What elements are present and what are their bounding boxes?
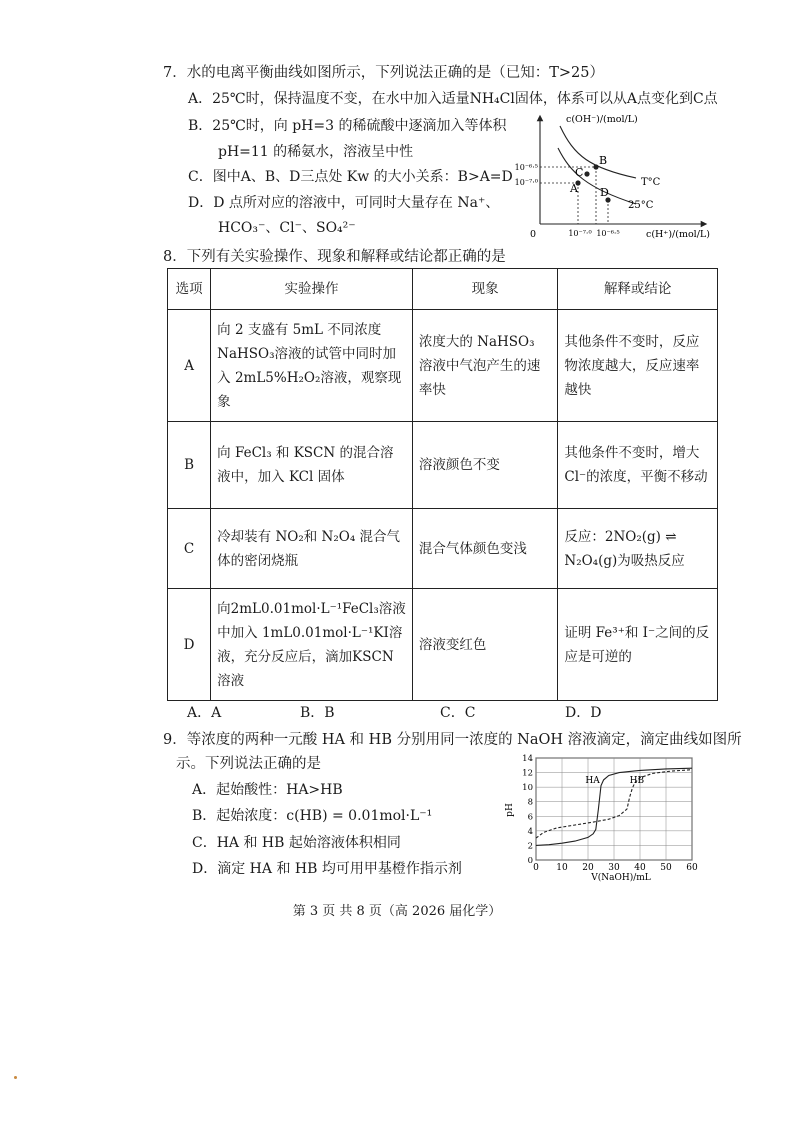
y-tick-label: 12	[522, 768, 533, 779]
titration-chart	[502, 752, 702, 882]
point-b	[593, 164, 598, 169]
point-c	[584, 171, 589, 176]
graph-x-label: c(H⁺)/(mol/L)	[646, 229, 710, 240]
x-tick-label: 0	[533, 863, 539, 873]
label-curve-t: T°C	[641, 177, 661, 188]
q8-answer-c: C．C	[440, 705, 476, 721]
cell-explanation: 其他条件不变时，增大Cl⁻的浓度，平衡不移动	[558, 422, 718, 509]
cell-phenomenon: 混合气体颜色变浅	[412, 509, 558, 589]
chart-y-label: pH	[505, 803, 515, 817]
cell-explanation: 其他条件不变时，反应物浓度越大，反应速率越快	[558, 310, 718, 422]
label-b: B	[599, 154, 608, 167]
q9-option-d: D．滴定 HA 和 HB 均可用甲基橙作指示剂	[192, 861, 462, 877]
cell-operation: 向 2 支盛有 5mL 不同浓度 NaHSO₃溶液的试管中同时加入 2mL5%H₂O₂溶液，观察现象	[211, 310, 413, 422]
q9-stem-line1: 9．等浓度的两种一元酸 HA 和 HB 分别用同一浓度的 NaOH 溶液滴定，滴定曲线如图所	[163, 732, 742, 748]
y-tick-label: 2	[527, 841, 533, 852]
water-ionization-graph	[508, 112, 718, 242]
label-c: C	[575, 166, 584, 179]
header-phenomenon: 现象	[412, 269, 558, 310]
cell-option: A	[168, 310, 211, 422]
chart-x-label: V(NaOH)/mL	[591, 873, 651, 882]
table-row	[168, 589, 718, 701]
q9-option-a: A．起始酸性：HA>HB	[192, 782, 343, 798]
graph-y-label: c(OH⁻)/(mol/L)	[566, 114, 638, 125]
cell-operation: 向 FeCl₃ 和 KSCN 的混合溶液中，加入 KCl 固体	[211, 422, 413, 509]
label-curve-25: 25°C	[628, 200, 654, 211]
x-tick-label: 30	[608, 863, 620, 873]
y-tick-label: 10	[522, 783, 533, 794]
header-operation: 实验操作	[211, 269, 413, 310]
q7-option-d-line2: HCO₃⁻、Cl⁻、SO₄²⁻	[218, 220, 356, 236]
x-tick-label: 10	[556, 863, 568, 873]
series-label-ha: HA	[585, 775, 600, 786]
q7-option-b-line1: B．25℃时，向 pH=3 的稀硫酸中逐滴加入等体积	[188, 118, 507, 134]
curve-25	[558, 148, 636, 204]
cell-option: B	[168, 422, 211, 509]
q7-option-b-line2: pH=11 的稀氨水，溶液呈中性	[218, 144, 414, 160]
graph-origin: 0	[529, 229, 536, 240]
y-tick-label: 0	[527, 856, 533, 866]
cell-operation: 冷却装有 NO₂和 N₂O₄ 混合气体的密闭烧瓶	[211, 509, 413, 589]
q9-stem-line2: 示。下列说法正确的是	[176, 756, 321, 772]
cell-option: D	[168, 589, 211, 701]
cell-explanation: 反应：2NO₂(g) ⇌ N₂O₄(g)为吸热反应	[558, 509, 718, 589]
table-row	[168, 422, 718, 509]
label-d: D	[600, 186, 609, 199]
cell-phenomenon: 溶液颜色不变	[412, 422, 558, 509]
table-row	[168, 509, 718, 589]
cell-phenomenon: 浓度大的 NaHSO₃ 溶液中气泡产生的速率快	[412, 310, 558, 422]
q8-stem: 8．下列有关实验操作、现象和解释或结论都正确的是	[163, 249, 506, 265]
x-tick-label: 50	[660, 863, 672, 873]
curve-t	[560, 126, 636, 178]
table-row	[168, 310, 718, 422]
table-header-row	[168, 269, 718, 310]
label-a: A	[570, 182, 578, 195]
graph-xtick-lo: 10⁻⁷·⁰	[568, 229, 592, 238]
q8-answer-a: A．A	[187, 705, 222, 721]
q9-option-b: B．起始浓度：c(HB) = 0.01mol·L⁻¹	[192, 808, 433, 824]
page-footer: 第 3 页 共 8 页（高 2026 届化学）	[292, 904, 502, 919]
q7-option-a: A．25℃时，保持温度不变，在水中加入适量NH₄Cl固体，体系可以从A点变化到C点	[188, 91, 718, 107]
x-tick-label: 40	[634, 863, 646, 873]
header-option: 选项	[168, 269, 211, 310]
cell-operation: 向2mL0.01mol·L⁻¹FeCl₃溶液中加入 1mL0.01mol·L⁻¹KI溶液，充分反应后，滴加KSCN溶液	[211, 589, 413, 701]
cell-explanation: 证明 Fe³⁺和 I⁻之间的反应是可逆的	[558, 589, 718, 701]
q8-answer-d: D．D	[565, 705, 602, 721]
x-tick-label: 20	[582, 863, 594, 873]
y-tick-label: 6	[527, 812, 533, 823]
y-tick-label: 8	[527, 797, 533, 808]
scan-speck	[14, 1076, 17, 1079]
graph-xtick-hi: 10⁻⁶·⁵	[596, 229, 620, 238]
q9-option-c: C．HA 和 HB 起始溶液体积相同	[192, 835, 401, 851]
q7-option-c: C．图中A、B、D三点处 Kw 的大小关系：B>A=D	[188, 169, 513, 185]
header-explanation: 解释或结论	[558, 269, 718, 310]
q7-option-d-line1: D．D 点所对应的溶液中，可同时大量存在 Na⁺、	[188, 195, 500, 211]
experiment-table	[167, 268, 718, 701]
graph-ytick-hi: 10⁻⁶·⁵	[514, 163, 538, 172]
y-tick-label: 4	[527, 826, 533, 837]
q8-answer-b: B．B	[300, 705, 335, 721]
cell-option: C	[168, 509, 211, 589]
y-tick-label: 14	[522, 754, 533, 764]
series-label-hb: HB	[629, 775, 645, 786]
q7-stem: 7．水的电离平衡曲线如图所示，下列说法正确的是（已知：T>25）	[163, 65, 604, 81]
cell-phenomenon: 溶液变红色	[412, 589, 558, 701]
x-tick-label: 60	[686, 863, 698, 873]
graph-ytick-lo: 10⁻⁷·⁰	[514, 178, 538, 187]
